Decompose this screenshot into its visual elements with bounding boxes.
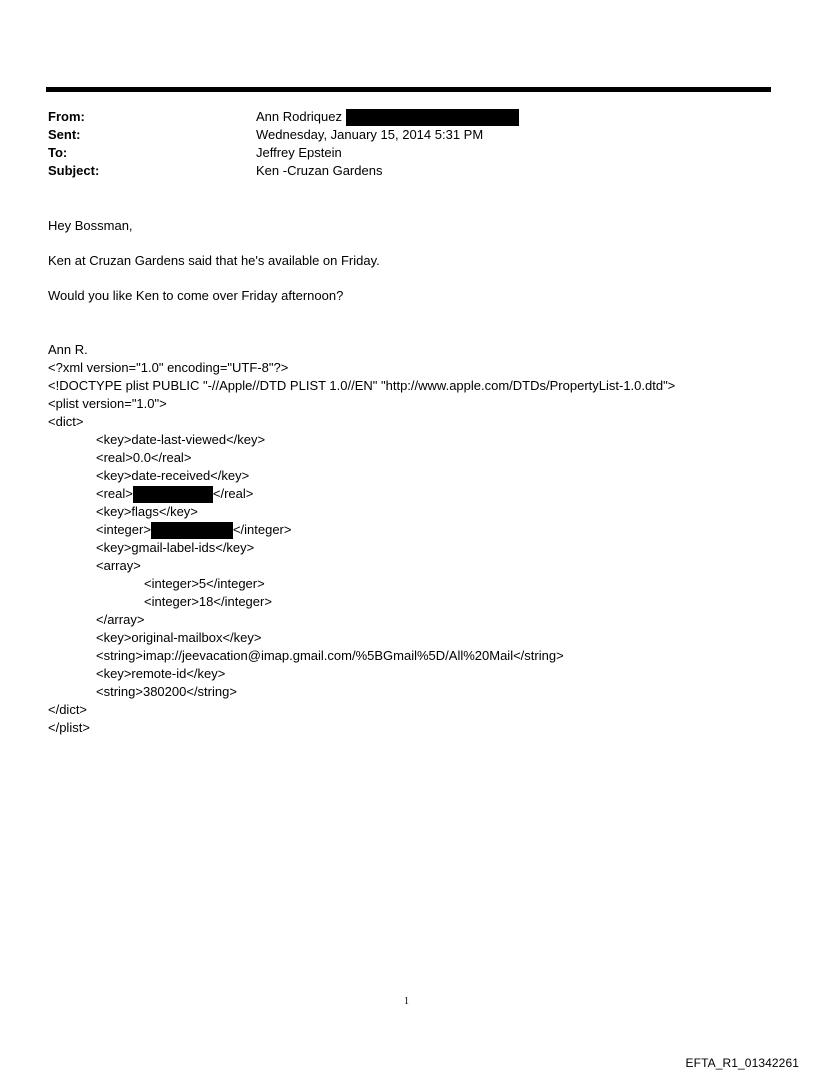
sent-label: Sent:	[48, 127, 81, 142]
xml-line: <integer>18</integer>	[144, 594, 272, 609]
xml-line-redacted	[96, 485, 253, 503]
body-line-2: Would you like Ken to come over Friday afternoon?	[48, 288, 344, 303]
from-value	[256, 108, 519, 126]
xml-line: </array>	[96, 612, 145, 627]
xml-line-redacted	[96, 521, 291, 539]
header-rule	[46, 87, 771, 92]
xml-line: </dict>	[48, 702, 88, 717]
xml-line: <string>380200</string>	[96, 684, 237, 699]
xml-line: <key>remote-id</key>	[96, 666, 226, 681]
from-label: From:	[48, 109, 85, 124]
to-value: Jeffrey Epstein	[256, 145, 342, 160]
xml-line: <key>date-received</key>	[96, 468, 250, 483]
redaction-box	[346, 109, 519, 126]
body-line-1: Ken at Cruzan Gardens said that he's available on Friday.	[48, 253, 380, 268]
xml-line: </plist>	[48, 720, 90, 735]
signature: Ann R.	[48, 342, 88, 357]
subject-label: Subject:	[48, 163, 100, 178]
page-number: 1	[404, 996, 409, 1007]
xml-line: <string>imap://jeevacation@imap.gmail.com/%5BGmail%5D/All%20Mail</string>	[96, 648, 564, 663]
xml-line: <key>original-mailbox</key>	[96, 630, 262, 645]
xml-line: <key>gmail-label-ids</key>	[96, 540, 255, 555]
xml-fragment: <real>	[96, 486, 133, 501]
sent-value: Wednesday, January 15, 2014 5:31 PM	[256, 127, 484, 142]
document-id: EFTA_R1_01342261	[685, 1056, 799, 1070]
from-name: Ann Rodriquez	[256, 109, 342, 124]
xml-line: <integer>5</integer>	[144, 576, 265, 591]
xml-fragment: </real>	[212, 486, 254, 501]
xml-line: <real>0.0</real>	[96, 450, 192, 465]
xml-line: <key>date-last-viewed</key>	[96, 432, 266, 447]
xml-line: <!DOCTYPE plist PUBLIC "-//Apple//DTD PLIST 1.0//EN" "http://www.apple.com/DTDs/PropertyList-1.0.dtd">	[48, 378, 676, 393]
greeting: Hey Bossman,	[48, 218, 133, 233]
to-label: To:	[48, 145, 68, 160]
redaction-box	[133, 486, 213, 503]
xml-line: <key>flags</key>	[96, 504, 198, 519]
redaction-box	[151, 522, 233, 539]
xml-line: <dict>	[48, 414, 84, 429]
subject-value: Ken -Cruzan Gardens	[256, 163, 383, 178]
xml-fragment: </integer>	[232, 522, 292, 537]
xml-line: <?xml version="1.0" encoding="UTF-8"?>	[48, 360, 289, 375]
xml-line: <array>	[96, 558, 141, 573]
xml-line: <plist version="1.0">	[48, 396, 167, 411]
xml-fragment: <integer>	[96, 522, 151, 537]
